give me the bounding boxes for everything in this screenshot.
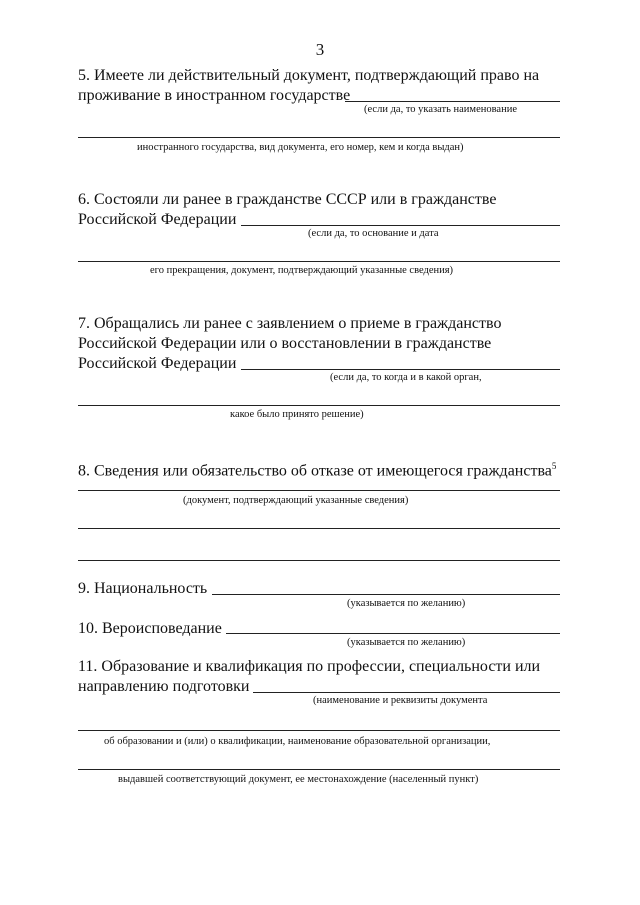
question-6-hint-1: (если да, то основание и дата: [308, 228, 439, 239]
question-7-answer-field-2[interactable]: [78, 405, 560, 406]
question-5-hint-1: (если да, то указать наименование: [364, 104, 517, 115]
question-10-answer-field[interactable]: [226, 633, 560, 634]
question-10-text: [78, 619, 560, 639]
question-7-hint-2: какое было принято решение): [230, 409, 364, 420]
question-7-answer-field-1[interactable]: [241, 369, 560, 370]
question-5-answer-field-1[interactable]: [345, 101, 560, 102]
question-5-line-1: 5. Имеете ли действительный документ, подтверждающий право на: [78, 67, 540, 84]
question-11-line-2: направлению подготовки: [78, 678, 250, 695]
question-11-hint-3: выдавшей соответствующий документ, ее местонахождение (населенный пункт): [118, 774, 479, 785]
question-6-hint-2: его прекращения, документ, подтверждающий указанные сведения): [150, 265, 454, 276]
question-9-text: [78, 579, 560, 599]
question-10-label: 10. Вероисповедание: [78, 620, 222, 637]
question-11-answer-field-1[interactable]: [253, 692, 560, 693]
question-8-answer-field-1[interactable]: [78, 490, 560, 491]
question-9-hint: (указывается по желанию): [347, 598, 466, 609]
question-8-answer-field-3[interactable]: [78, 560, 560, 561]
question-5-text: [78, 66, 560, 106]
question-6-answer-field-2[interactable]: [78, 261, 560, 262]
footnote-marker: 5: [551, 461, 557, 471]
question-7-line-2: Российской Федерации или о восстановлении в гражданстве: [78, 335, 492, 352]
question-7-hint-1: (если да, то когда и в какой орган,: [330, 372, 482, 383]
question-6-text: [78, 190, 560, 230]
question-10-hint: (указывается по желанию): [347, 637, 466, 648]
question-11-line-1: 11. Образование и квалификация по профессии, специальности или: [78, 658, 541, 675]
question-5-hint-2: иностранного государства, вид документа, его номер, кем и когда выдан): [137, 142, 464, 153]
question-11-hint-2: об образовании и (или) о квалификации, наименование образовательной организации,: [104, 736, 491, 747]
question-5-line-2: проживание в иностранном государстве: [78, 87, 351, 104]
question-11-hint-1: (наименование и реквизиты документа: [313, 695, 488, 706]
question-9-label: 9. Национальность: [78, 580, 208, 597]
question-9-answer-field[interactable]: [212, 594, 560, 595]
question-7-line-1: 7. Обращались ли ранее с заявлением о приеме в гражданство: [78, 315, 502, 332]
question-8-label: 8. Сведения или обязательство об отказе от имеющегося гражданства: [78, 462, 552, 480]
question-11-answer-field-2[interactable]: [78, 730, 560, 731]
page-number: 3: [315, 40, 325, 59]
question-8-answer-field-2[interactable]: [78, 528, 560, 529]
question-5-answer-field-2[interactable]: [78, 137, 560, 138]
question-11-text: [78, 657, 560, 697]
question-6-line-1: 6. Состояли ли ранее в гражданстве СССР или в гражданстве: [78, 191, 497, 208]
question-8-text: [78, 456, 560, 481]
question-8-hint-1: (документ, подтверждающий указанные сведения): [183, 495, 409, 506]
question-7-text: [78, 314, 560, 374]
question-11-answer-field-3[interactable]: [78, 769, 560, 770]
question-7-line-3: Российской Федерации: [78, 355, 237, 372]
question-6-answer-field-1[interactable]: [241, 225, 560, 226]
question-6-line-2: Российской Федерации: [78, 211, 237, 228]
